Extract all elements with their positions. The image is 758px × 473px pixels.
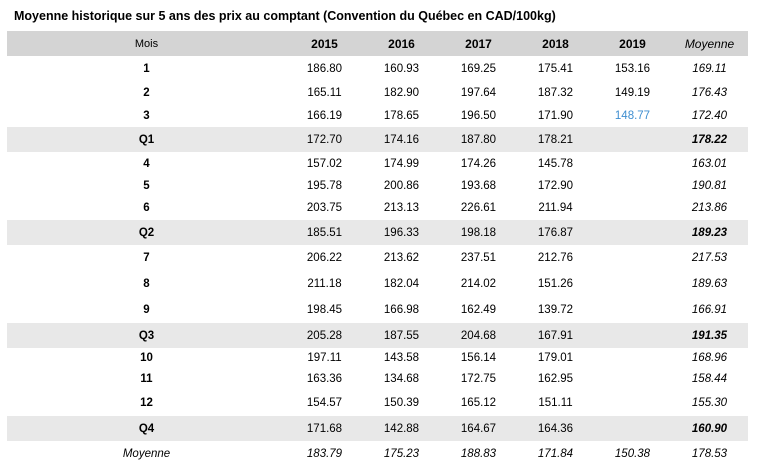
price-table [7, 31, 748, 466]
value-cell-2015: 185.51 [286, 220, 363, 245]
value-cell-2019 [594, 176, 671, 196]
value-cell-2017: 165.12 [460, 397, 497, 409]
table-row [7, 81, 748, 104]
column-header-2018: 2018 [517, 31, 594, 56]
row-average-cell: 169.11 [692, 62, 727, 75]
value-cell-2017: 196.50 [460, 109, 497, 122]
value-cell-2018: 179.01 [537, 352, 574, 364]
row-label: 6 [143, 202, 150, 214]
row-label: 1 [143, 62, 150, 75]
value-cell-2017: 172.75 [460, 373, 497, 385]
quarter-row [7, 127, 748, 152]
overall-average-cell: 178.53 [691, 447, 728, 460]
table-row [7, 56, 748, 81]
row-average-cell: 158.44 [691, 373, 728, 385]
row-average-cell: 160.90 [671, 416, 748, 441]
row-label: 4 [143, 158, 150, 170]
value-cell-2016: 213.13 [383, 202, 420, 214]
value-cell-2018: 162.95 [537, 373, 574, 385]
row-label: 2 [143, 86, 150, 99]
table-row [7, 104, 748, 127]
row-average-cell: 163.01 [691, 158, 728, 170]
row-average-cell: 213.86 [691, 202, 728, 214]
value-cell-2015: 166.19 [306, 109, 343, 122]
row-average-cell: 189.23 [671, 220, 748, 245]
value-cell-2015: 203.75 [306, 202, 343, 214]
value-cell-2016: 174.99 [383, 158, 420, 170]
row-average-cell: 191.35 [671, 323, 748, 348]
column-header-2016: 2016 [363, 31, 440, 56]
value-cell-2019: 148.77 [614, 109, 651, 122]
row-label: 5 [143, 180, 150, 192]
value-cell-2016: 196.33 [363, 220, 440, 245]
table-body [7, 56, 748, 466]
row-label: 9 [143, 304, 150, 316]
row-label: 8 [143, 278, 150, 290]
value-cell-2019 [594, 196, 671, 220]
average-cell-2015: 183.79 [306, 447, 343, 460]
value-cell-2015: 172.70 [286, 127, 363, 152]
value-cell-2017: 187.80 [440, 127, 517, 152]
table-row [7, 297, 748, 323]
value-cell-2018: 187.32 [537, 86, 574, 99]
value-cell-2017: 226.61 [460, 202, 497, 214]
value-cell-2017: 204.68 [440, 323, 517, 348]
table-row [7, 271, 748, 297]
value-cell-2016: 178.65 [383, 109, 420, 122]
value-cell-2015: 198.45 [306, 304, 343, 316]
value-cell-2017: 197.64 [460, 86, 497, 99]
value-cell-2016: 200.86 [383, 180, 420, 192]
table-row [7, 348, 748, 368]
column-header-2015: 2015 [286, 31, 363, 56]
value-cell-2016: 174.16 [363, 127, 440, 152]
value-cell-2017: 214.02 [460, 278, 497, 290]
row-average-cell: 176.43 [691, 86, 728, 99]
value-cell-2018: 145.78 [537, 158, 574, 170]
value-cell-2019 [594, 297, 671, 323]
value-cell-2016: 160.93 [383, 62, 420, 75]
value-cell-2019: 153.16 [614, 62, 651, 75]
row-label: 3 [143, 109, 150, 122]
value-cell-2015: 206.22 [306, 252, 343, 264]
column-header-mois: Mois [7, 31, 286, 56]
average-row-label: Moyenne [122, 447, 171, 460]
value-cell-2018: 175.41 [537, 62, 574, 75]
value-cell-2015: 154.57 [306, 397, 343, 409]
value-cell-2016: 142.88 [363, 416, 440, 441]
value-cell-2017: 193.68 [460, 180, 497, 192]
row-average-cell: 190.81 [691, 180, 728, 192]
value-cell-2019 [594, 271, 671, 297]
value-cell-2018: 176.87 [517, 220, 594, 245]
table-row [7, 368, 748, 390]
average-cell-2016: 175.23 [383, 447, 420, 460]
value-cell-2016: 143.58 [383, 352, 420, 364]
header-row [7, 31, 748, 56]
row-label: 11 [140, 373, 153, 385]
value-cell-2016: 213.62 [383, 252, 420, 264]
value-cell-2016: 187.55 [363, 323, 440, 348]
average-row [7, 441, 748, 466]
value-cell-2019 [594, 368, 671, 390]
quarter-row [7, 220, 748, 245]
value-cell-2018: 164.36 [517, 416, 594, 441]
quarter-row [7, 323, 748, 348]
value-cell-2015: 195.78 [306, 180, 343, 192]
table-title: Moyenne historique sur 5 ans des prix au comptant (Convention du Québec en CAD/100kg) [14, 9, 556, 23]
column-header-2019: 2019 [594, 31, 671, 56]
value-cell-2019 [594, 323, 671, 348]
table-row [7, 176, 748, 196]
value-cell-2015: 163.36 [306, 373, 343, 385]
value-cell-2019 [594, 416, 671, 441]
value-cell-2017: 237.51 [460, 252, 497, 264]
row-average-cell: 172.40 [691, 109, 728, 122]
row-label: 12 [140, 397, 153, 409]
value-cell-2019 [594, 127, 671, 152]
value-cell-2017: 198.18 [440, 220, 517, 245]
value-cell-2019: 149.19 [614, 86, 651, 99]
row-label: Q4 [7, 416, 286, 441]
row-average-cell: 178.22 [671, 127, 748, 152]
value-cell-2017: 164.67 [440, 416, 517, 441]
value-cell-2018: 151.11 [538, 397, 573, 409]
row-average-cell: 189.63 [691, 278, 728, 290]
value-cell-2019 [594, 348, 671, 368]
value-cell-2019 [594, 220, 671, 245]
value-cell-2018: 171.90 [537, 109, 574, 122]
value-cell-2015: 205.28 [286, 323, 363, 348]
row-label: 7 [143, 252, 150, 264]
value-cell-2018: 211.94 [538, 202, 573, 214]
value-cell-2015: 211.18 [307, 278, 342, 290]
value-cell-2016: 150.39 [383, 397, 420, 409]
row-average-cell: 155.30 [691, 397, 728, 409]
row-label: Q3 [7, 323, 286, 348]
value-cell-2019 [594, 152, 671, 176]
column-header-moyenne: Moyenne [671, 31, 748, 56]
value-cell-2016: 182.04 [383, 278, 420, 290]
value-cell-2016: 134.68 [383, 373, 420, 385]
value-cell-2018: 151.26 [537, 278, 574, 290]
column-header-2017: 2017 [440, 31, 517, 56]
value-cell-2015: 165.11 [307, 86, 342, 99]
value-cell-2017: 169.25 [460, 62, 497, 75]
table-row [7, 196, 748, 220]
value-cell-2015: 157.02 [306, 158, 343, 170]
value-cell-2016: 182.90 [383, 86, 420, 99]
value-cell-2018: 167.91 [517, 323, 594, 348]
value-cell-2018: 139.72 [537, 304, 574, 316]
value-cell-2016: 166.98 [383, 304, 420, 316]
average-cell-2017: 188.83 [460, 447, 497, 460]
table-row [7, 390, 748, 416]
table-row [7, 245, 748, 271]
quarter-row [7, 416, 748, 441]
row-average-cell: 166.91 [691, 304, 728, 316]
row-label: 10 [140, 352, 153, 364]
table-row [7, 152, 748, 176]
row-average-cell: 217.53 [691, 252, 728, 264]
row-label: Q2 [7, 220, 286, 245]
value-cell-2018: 178.21 [517, 127, 594, 152]
average-cell-2019: 150.38 [614, 447, 651, 460]
value-cell-2018: 172.90 [537, 180, 574, 192]
value-cell-2015: 197.11 [307, 352, 342, 364]
value-cell-2017: 156.14 [460, 352, 497, 364]
row-average-cell: 168.96 [691, 352, 728, 364]
value-cell-2017: 174.26 [460, 158, 497, 170]
value-cell-2019 [594, 390, 671, 416]
value-cell-2018: 212.76 [537, 252, 574, 264]
value-cell-2017: 162.49 [460, 304, 497, 316]
value-cell-2015: 171.68 [286, 416, 363, 441]
value-cell-2015: 186.80 [306, 62, 343, 75]
average-cell-2018: 171.84 [537, 447, 574, 460]
value-cell-2019 [594, 245, 671, 271]
row-label: Q1 [7, 127, 286, 152]
